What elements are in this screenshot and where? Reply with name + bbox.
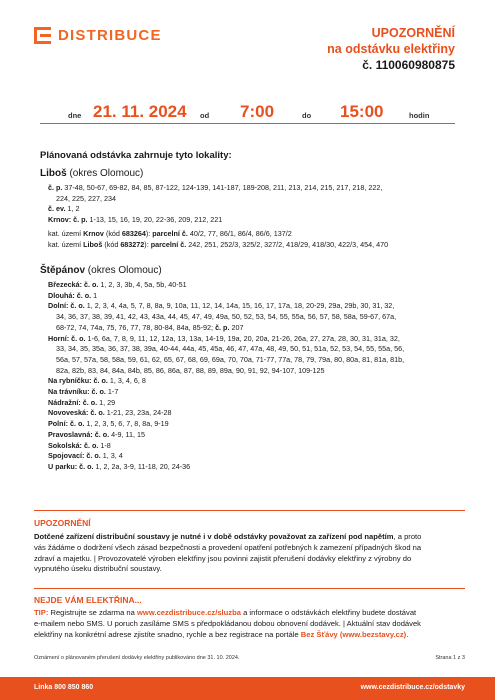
street-label: Novoveská: č. o. <box>48 408 105 418</box>
info-line <box>34 630 467 641</box>
hotline-number: Linka 800 850 860 <box>34 684 94 691</box>
cez-logo-icon <box>34 27 51 44</box>
parcel-code-label: (kód <box>105 228 120 238</box>
street-label: Polní: č. o. <box>48 419 85 429</box>
page-number: Strana 1 z 3 <box>435 655 465 661</box>
parcel-line <box>48 240 465 251</box>
street-numbers: 1, 3, 4 <box>102 451 123 461</box>
hours-label: hodin <box>409 111 430 120</box>
street-row <box>48 398 465 409</box>
town-name: Štěpánov <box>40 265 86 276</box>
street-row <box>48 291 465 302</box>
street-label: č. p. <box>215 322 230 332</box>
notice-title-line1: UPOZORNĚNÍ <box>371 26 455 40</box>
info-fragment: elektřiny na konkrétní adrese zjistíte snadno, rychle a bez registrace na portále <box>34 629 299 639</box>
tip-label: TIP: <box>34 608 49 617</box>
street-numbers: 33, 34, 35, 35a, 36, 37, 38, 39a, 40-44, 44a, 45, 45a, 46, 47, 47a, 48, 49, 50, 51, 51a, 52, 53, 54, 55, 55a, 56, <box>56 344 405 354</box>
street-row <box>48 408 465 419</box>
street-row <box>48 387 465 398</box>
street-row <box>48 430 465 441</box>
info-fragment: Registrujte se zdarma na <box>50 608 135 617</box>
address-values: 1, 2 <box>67 204 80 214</box>
publication-footer <box>34 655 465 661</box>
town-district: (okres Olomouc) <box>69 168 144 179</box>
address-label: č. p. <box>48 183 63 192</box>
outages-web-link[interactable]: www.cezdistribuce.cz/odstavky <box>360 684 465 691</box>
street-numbers: 1-6, 6a, 7, 8, 9, 11, 12, 12a, 13, 13a, 14-19, 19a, 20, 20a, 21-26, 26a, 27, 27a, 28, 30, 31, 31a, 32, <box>87 333 400 343</box>
street-numbers: 1-7 <box>107 387 119 397</box>
address-line <box>48 215 465 226</box>
parcel-prefix: kat. území <box>48 239 82 249</box>
info-fragment: | Aktuální stav dodávek <box>343 618 421 628</box>
libos-addresses <box>48 183 465 250</box>
street-row <box>48 419 465 430</box>
to-time: 15:00 <box>340 102 384 121</box>
warning-line: vypnutého úseku distribuční soustavy. <box>34 564 162 574</box>
section-divider <box>34 510 465 511</box>
cez-distribuce-logo <box>34 27 162 44</box>
street-label: U parku: č. o. <box>48 461 94 471</box>
section-divider <box>34 588 465 589</box>
street-numbers: 56a, 57, 57a, 58, 58a, 59, 61, 62, 65, 67, 68, 69, 69a, 70, 70a, 71-77, 77a, 78, 79, 79a, 80, 80a, 81, 81a, 81b, <box>56 354 405 364</box>
street-row <box>48 334 465 345</box>
street-row <box>48 312 465 323</box>
address-line <box>48 194 465 205</box>
street-row <box>48 301 465 312</box>
info-fragment: . <box>406 629 409 639</box>
warning-heading: UPOZORNĚNÍ <box>34 518 91 528</box>
parcel-values: 242, 251, 252/3, 325/2, 327/2, 418/29, 418/30, 422/3, 454, 470 <box>188 239 389 249</box>
street-row <box>48 280 465 291</box>
info-fragment: e-mailem nebo SMS. U poruch zasíláme SMS s předpokládanou dobou obnovení dodávek. <box>34 618 341 628</box>
to-label: do <box>302 111 312 120</box>
day-label: dne <box>68 111 82 120</box>
address-line <box>48 183 465 194</box>
registration-link[interactable]: www.cezdistribuce.cz/sluzba <box>137 608 241 617</box>
town-stepanov <box>40 265 162 276</box>
warning-line <box>34 532 467 543</box>
parcel-code-label: (kód <box>104 239 119 249</box>
bottom-bar <box>0 677 495 700</box>
parcel-prefix: kat. území <box>48 228 82 238</box>
notice-title-line2: na odstávku elektřiny <box>327 42 455 56</box>
street-numbers: 1, 2, 3, 3b, 4, 5a, 5b, 40-51 <box>100 280 187 289</box>
warning-rest: , a proto <box>393 532 422 541</box>
stepanov-addresses <box>48 280 465 473</box>
street-row <box>48 323 465 334</box>
street-numbers: 207 <box>231 322 244 332</box>
town-name: Liboš <box>40 168 67 179</box>
street-numbers: 1, 29 <box>99 397 116 407</box>
bez-stavy-link[interactable]: Bez Šťávy <box>300 629 338 639</box>
from-label: od <box>200 111 210 120</box>
street-row <box>48 366 465 377</box>
street-row <box>48 462 465 473</box>
street-label: Sokolská: č. o. <box>48 440 99 450</box>
street-numbers: 1, 2, 3, 5, 6, 7, 8, 8a, 9-19 <box>86 419 169 429</box>
town-district: (okres Olomouc) <box>87 265 162 276</box>
parcel-line <box>48 229 465 240</box>
publication-note: Oznámení o plánovaném přerušení dodávky elektřiny publikováno dne 31. 10. 2024. <box>34 655 240 661</box>
street-label: Na rybníčku: č. o. <box>48 376 108 386</box>
street-label: Dolní: č. o. <box>48 301 85 311</box>
address-label: Krnov: č. p. <box>48 215 88 225</box>
street-numbers: 1-21, 23, 23a, 24-28 <box>106 408 172 418</box>
street-numbers: 1, 3, 4, 6, 8 <box>109 376 146 386</box>
parcel-suffix: ): <box>144 239 149 249</box>
street-row <box>48 376 465 387</box>
street-label: Spojovací: č. o. <box>48 451 101 461</box>
street-row <box>48 344 465 355</box>
town-libos <box>40 168 143 179</box>
warning-line: vás žádáme o dodržení všech zásad bezpečnosti a provedení opatření potřebných k zamezení případných škod na <box>34 542 422 552</box>
info-text <box>34 608 467 640</box>
info-line <box>34 619 467 630</box>
parcel-code: 683272 <box>120 239 145 249</box>
street-label: Dlouhá: č. o. <box>48 290 92 300</box>
parcel-area: Liboš <box>83 239 103 249</box>
address-values: 1-13, 15, 16, 19, 20, 22-36, 209, 212, 221 <box>89 215 223 225</box>
street-numbers: 1 <box>93 290 98 300</box>
schedule-row <box>40 102 455 124</box>
street-label: Březecká: č. o. <box>48 280 99 289</box>
locations-intro: Plánovaná odstávka zahrnuje tyto lokality: <box>40 150 232 161</box>
info-line <box>34 608 467 619</box>
bez-stavy-url-link[interactable]: (www.bezstavy.cz) <box>339 629 407 639</box>
notice-number: č. 110060980875 <box>362 58 455 72</box>
warning-line: zdraví a majetku. | Provozovatelé výroben elektřiny jsou povinni zajistit přerušení dodávky elektřiny z výrobny do <box>34 553 412 563</box>
info-fragment: a informace o odstávkách elektřiny budete dostávat <box>243 608 417 617</box>
logo-text: DISTRIBUCE <box>58 27 162 44</box>
street-row <box>48 355 465 366</box>
street-numbers: 1-8 <box>100 440 111 450</box>
street-label: Horní: č. o. <box>48 333 86 343</box>
outage-date: 21. 11. 2024 <box>93 102 187 121</box>
street-numbers: 4-9, 11, 15 <box>111 429 145 439</box>
parcel-area: Krnov <box>83 228 104 238</box>
street-label: Na trávníku: č. o. <box>48 387 106 397</box>
street-label: Pravoslavná: č. o. <box>48 429 110 439</box>
parcel-suffix: ): <box>145 228 151 238</box>
parcel-code: 683264 <box>121 228 146 238</box>
from-time: 7:00 <box>240 102 275 121</box>
parcel-label: parcelní č. <box>150 239 187 249</box>
street-numbers: 34, 36, 37, 38, 39, 41, 42, 43, 43a, 44, 45, 47, 49, 49a, 50, 52, 53, 54, 55, 55a, 56, 57, 58, 58a, 59-67, 67a, <box>56 312 397 322</box>
notice-title <box>327 25 455 73</box>
street-numbers: 68-72, 74, 74a, 75, 76, 77, 78, 80-84, 84a, 85-92; <box>56 322 214 332</box>
street-numbers: 1, 2, 3, 4, 4a, 5, 7, 8, 8a, 9, 10a, 11, 12, 14, 14a, 15, 16, 17, 17a, 18, 20-29, 29a, 29b, 30, 31, 32, <box>86 301 395 311</box>
address-line <box>48 204 465 215</box>
parcel-values: 40/2, 77, 86/1, 86/4, 86/6, 137/2 <box>189 228 292 238</box>
warning-bold: Dotčené zařízení distribuční soustavy je nutné i v době odstávky považovat za zařízení pod napětím <box>34 532 394 541</box>
warning-text <box>34 532 467 575</box>
street-label: Nádražní: č. o. <box>48 397 98 407</box>
address-values: 37-48, 50-67, 69-82, 84, 85, 87-122, 124-139, 141-187, 189-208, 211, 213, 214, 215, 217, 218, 222, <box>64 183 383 192</box>
address-label: č. ev. <box>48 204 66 214</box>
street-row <box>48 451 465 462</box>
street-numbers: 82a, 82b, 83, 84, 84a, 84b, 85, 86, 86a, 87, 88, 89, 89a, 90, 91, 92, 94-107, 109-125 <box>56 365 325 375</box>
street-numbers: 1, 2, 2a, 3-9, 11-18, 20, 24-36 <box>95 461 191 471</box>
street-row <box>48 441 465 452</box>
parcel-label: parcelní č. <box>152 228 188 238</box>
info-heading: NEJDE VÁM ELEKTŘINA... <box>34 595 142 605</box>
address-values: 224, 225, 227, 234 <box>56 193 116 203</box>
